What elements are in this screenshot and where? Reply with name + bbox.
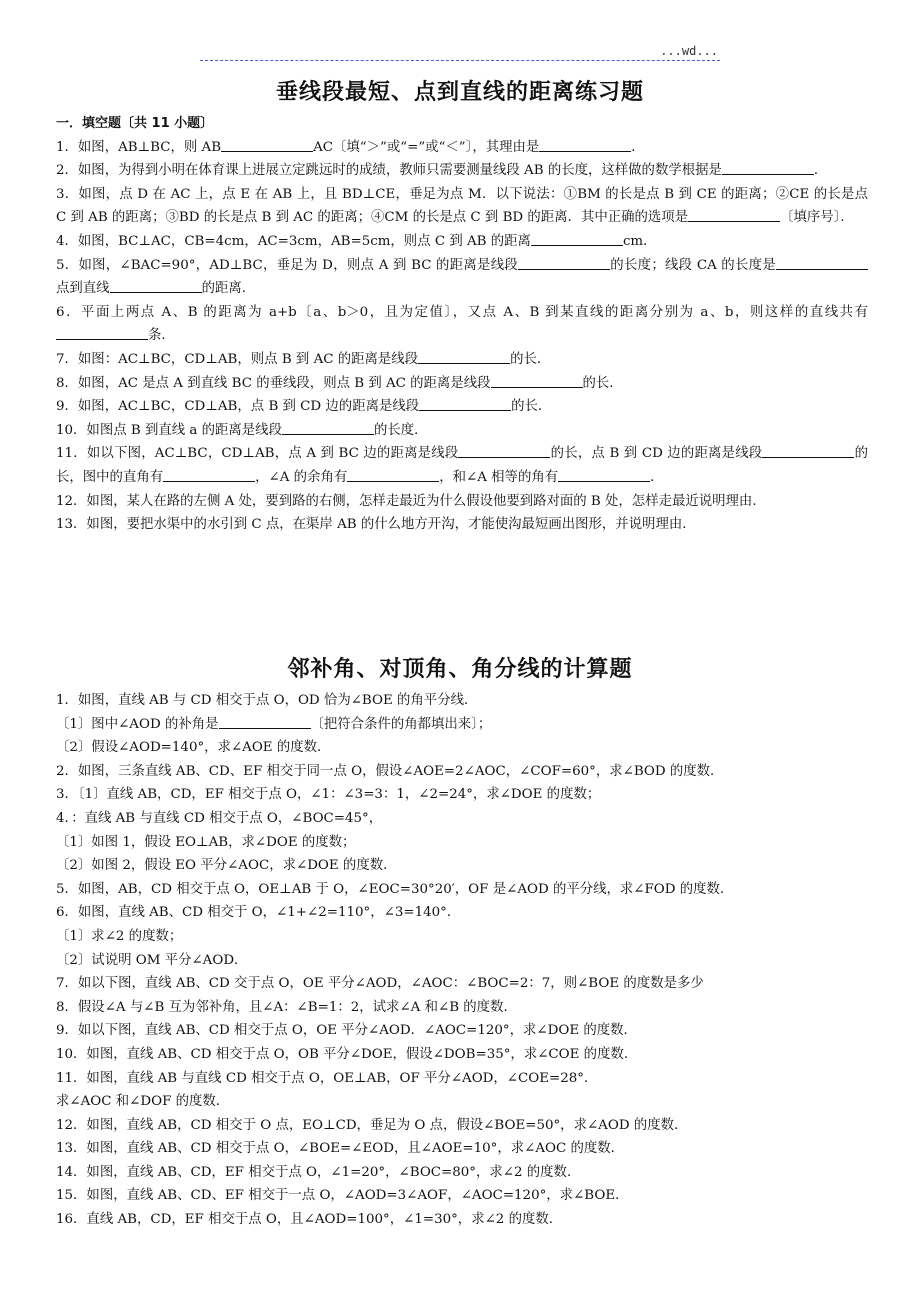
question-4: 4．如图，BC⊥AC，CB=4cm，AC=3cm，AB=5cm，则点 C 到 AB 的距离 cm． [56, 233, 657, 249]
question-11: 11．如以下图，AC⊥BC，CD⊥AB，点 A 到 BC 边的距离是线段 的长，点 B 到 CD 边的距离是线段 的长，图中的直角有 ，∠A 的余角有 ，和∠A 相等的角有 ． [56, 446, 868, 485]
question-1: 1．如图，AB⊥BC，则 AB AC〔填“＞”或“=”或“＜”〕，其理由是 ． [56, 139, 645, 155]
question-3: 3．如图，点 D 在 AC 上，点 E 在 AB 上，且 BD⊥CE，垂足为点 M．以下说法：①BM 的长是点 B 到 CE 的距离；②CE 的长是点 C 到 AB 的距离；③BD 的长是点 B 到 AC 的距离；④CM 的长是点 C 到 BD 的距离．其中正确的选项是 〔填序号〕． [56, 186, 868, 226]
question-7: 7．如图：AC⊥BC，CD⊥AB，则点 B 到 AC 的距离是线段 的长． [56, 351, 551, 367]
answer-blank[interactable] [56, 327, 148, 340]
problem-line: 9．如以下图，直线 AB、CD 相交于点 O，OE 平分∠AOD．∠AOC=120°，求∠DOE 的度数． [56, 1023, 637, 1039]
problem-line: 14．如图，直线 AB、CD，EF 相交于点 O，∠1=20°，∠BOC=80°，求∠2 的度数． [56, 1164, 581, 1180]
answer-blank[interactable] [539, 139, 631, 152]
problem-line: 10．如图，直线 AB、CD 相交于点 O，OB 平分∠DOE，假设∠DOB=35°，求∠COE 的度数． [56, 1046, 638, 1062]
problem-line: 16．直线 AB，CD，EF 相交于点 O，且∠AOD=100°，∠1=30°，求∠2 的度数． [56, 1212, 563, 1228]
answer-blank[interactable] [458, 445, 550, 458]
question-12: 12．如图，某人在路的左侧 A 处，要到路的右侧，怎样走最近为什么假设他要到路对面的 B 处，怎样走最近说明理由． [56, 493, 766, 509]
answer-blank[interactable] [163, 469, 255, 482]
answer-blank[interactable] [518, 257, 610, 270]
problem-line: 7．如以下图，直线 AB、CD 交于点 O，OE 平分∠AOD，∠AOC：∠BOC=2：7，则∠BOE 的度数是多少 [56, 976, 704, 992]
problem-line: 〔2〕假设∠AOD=140°，求∠AOE 的度数． [56, 740, 331, 756]
section-fill-blank [56, 112, 868, 537]
problem-line: 13．如图，直线 AB、CD 相交于点 O，∠BOE=∠EOD，且∠AOE=10°，求∠AOC 的度数． [56, 1141, 625, 1157]
answer-blank[interactable] [762, 445, 854, 458]
problem-line: 1．如图，直线 AB 与 CD 相交于点 O，OD 恰为∠BOE 的角平分线． [56, 693, 478, 708]
problem-line: 12．如图，直线 AB，CD 相交于 O 点，EO⊥CD，垂足为 O 点，假设∠BOE=50°，求∠AOD 的度数． [56, 1117, 688, 1133]
answer-blank[interactable] [347, 469, 439, 482]
problem-line: 4．：直线 AB 与直线 CD 相交于点 O，∠BOC=45°， [56, 810, 383, 826]
answer-blank[interactable] [110, 280, 202, 293]
problem-line: 3．〔1〕直线 AB，CD，EF 相交于点 O，∠1：∠3=3：1，∠2=24°，求∠DOE 的度数； [56, 787, 601, 803]
problem-line: 8．假设∠A 与∠B 互为邻补角，且∠A：∠B=1：2，试求∠A 和∠B 的度数． [56, 999, 517, 1015]
problem-line: 15．如图，直线 AB、CD、EF 相交于一点 O，∠AOD=3∠AOF，∠AOC=120°，求∠BOE． [56, 1188, 629, 1204]
problem-line: 〔2〕如图 2，假设 EO 平分∠AOC，求∠DOE 的度数． [56, 858, 397, 874]
section-title-angles: 邻补角、对顶角、角分线的计算题 [287, 657, 633, 682]
answer-blank[interactable] [722, 162, 814, 175]
problem-line: 5．如图，AB，CD 相交于点 O，OE⊥AB 于 O，∠EOC=30°20′，OF 是∠AOD 的平分线，求∠FOD 的度数． [56, 881, 734, 897]
header-mark [200, 44, 720, 64]
problem-line: 求∠AOC 和∠DOF 的度数． [56, 1094, 230, 1110]
question-8: 8．如图，AC 是点 A 到直线 BC 的垂线段，则点 B 到 AC 的距离是线段 的长． [56, 375, 623, 391]
question-2: 2．如图，为得到小明在体育课上进展立定跳远时的成绩，教师只需要测量线段 AB 的长度，这样做的数学根据是 ． [56, 163, 828, 179]
question-5: 5．如图，∠BAC=90°，AD⊥BC，垂足为 D，则点 A 到 BC 的距离是线段 的长度；线段 CA 的长度是点到直线 的距离． [56, 254, 868, 301]
problem-line: 〔2〕试说明 OM 平分∠AOD． [56, 952, 248, 968]
answer-blank[interactable] [221, 139, 313, 152]
problem-line: 2．如图，三条直线 AB、CD、EF 相交于同一点 O，假设∠AOE=2∠AOC，∠COF=60°，求∠BOD 的度数． [56, 763, 724, 779]
answer-blank[interactable] [219, 716, 311, 729]
question-6: 6．平面上两点 A、B 的距离为 a+b〔a、b＞0，且为定值〕，又点 A、B 到某直线的距离分别为 a、b，则这样的直线共有条． [56, 304, 868, 344]
question-9: 9．如图，AC⊥BC，CD⊥AB，点 B 到 CD 边的距离是线段 的长． [56, 399, 552, 415]
section-angle-problems [56, 689, 868, 1232]
question-10: 10．如图点 B 到直线 a 的距离是线段 的长度． [56, 422, 428, 438]
problem-line: 6．如图，直线 AB、CD 相交于 O，∠1+∠2=110°，∠3=140°． [56, 905, 461, 921]
question-13: 13．如图，要把水渠中的水引到 C 点，在渠岸 AB 的什么地方开沟，才能使沟最短画出图形，并说明理由． [56, 517, 696, 533]
problem-line: 11．如图，直线 AB 与直线 CD 相交于点 O，OE⊥AB，OF 平分∠AOD，∠COE=28°． [56, 1070, 598, 1086]
answer-blank[interactable] [558, 469, 650, 482]
answer-blank[interactable] [776, 257, 868, 270]
answer-blank[interactable] [531, 233, 623, 246]
problem-line: 〔1〕如图 1，假设 EO⊥AB，求∠DOE 的度数； [56, 834, 356, 850]
problem-line: 〔1〕图中∠AOD 的补角是 〔把符合条件的角都填出来〕； [56, 716, 492, 732]
page-title: 垂线段最短、点到直线的距离练习题 [275, 80, 644, 105]
answer-blank[interactable] [282, 422, 374, 435]
section-heading: 一．填空题〔共 11 小题〕 [56, 116, 214, 131]
answer-blank[interactable] [419, 398, 511, 411]
answer-blank[interactable] [688, 209, 780, 222]
answer-blank[interactable] [491, 375, 583, 388]
header-rule [200, 60, 720, 61]
answer-blank[interactable] [418, 351, 510, 364]
problem-line: 〔1〕求∠2 的度数； [56, 928, 183, 944]
header-watermark: ...wd... [660, 44, 718, 58]
